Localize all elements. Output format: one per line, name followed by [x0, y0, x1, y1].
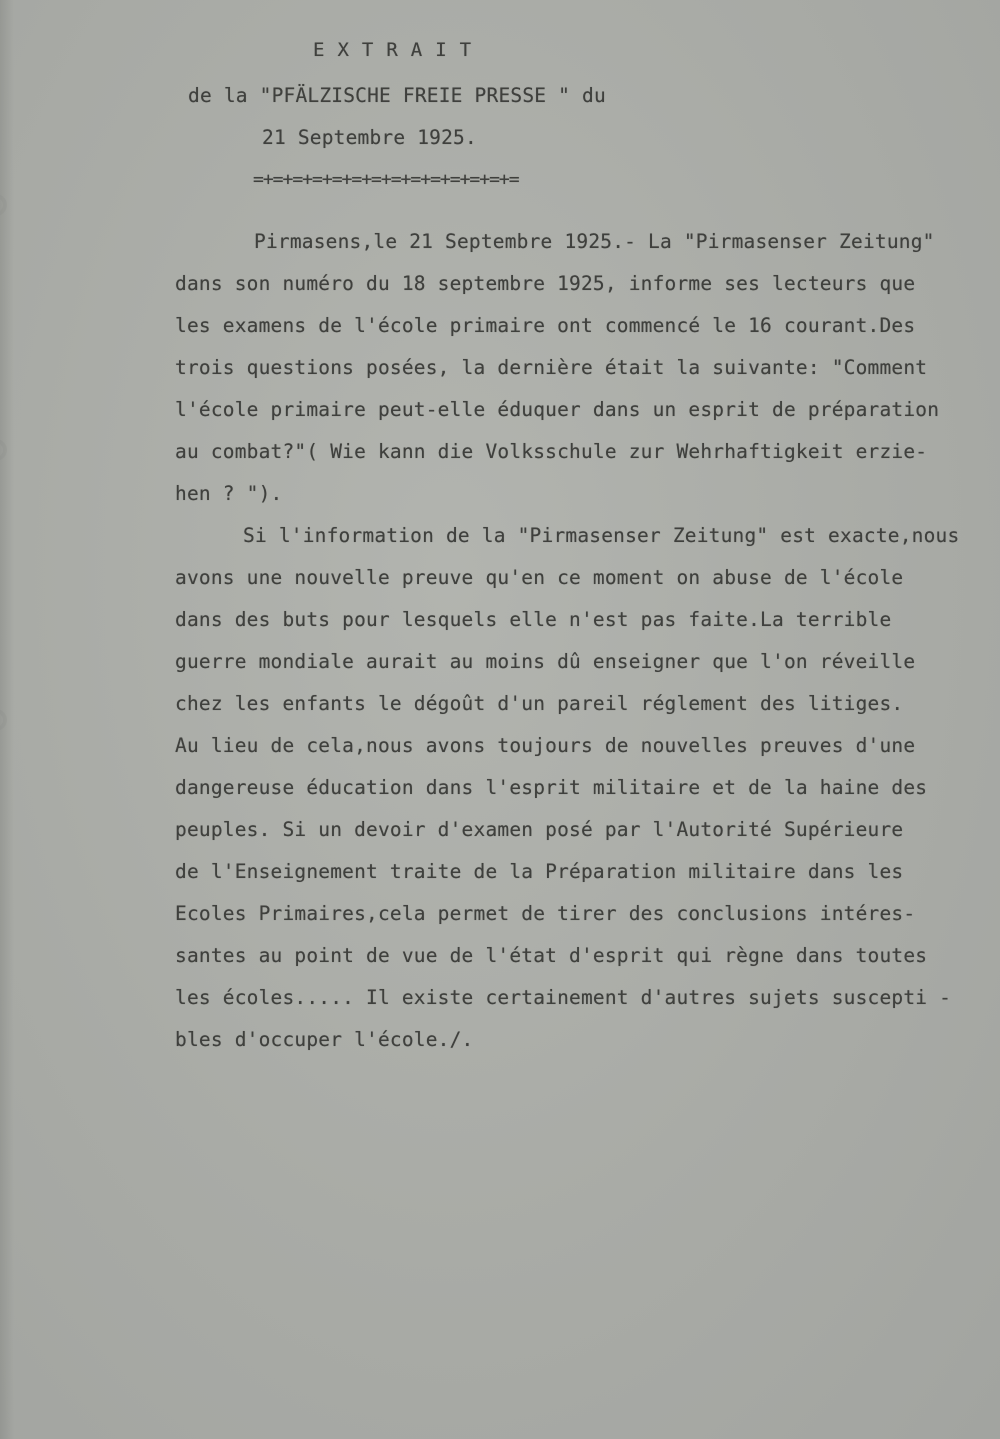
body-line: les examens de l'école primaire ont commencé le 16 courant.Des	[175, 314, 916, 337]
body-line: dangereuse éducation dans l'esprit militaire et de la haine des	[175, 776, 928, 799]
body-line: au combat?"( Wie kann die Volksschule zur Wehrhaftigkeit erzie-	[175, 440, 928, 463]
body-line: de l'Enseignement traite de la Préparation militaire dans les	[175, 860, 904, 883]
document-title: EXTRAIT	[313, 39, 485, 61]
body-line: les écoles..... Il existe certainement d'autres sujets suscepti -	[175, 986, 952, 1009]
document-date: 21 Septembre 1925.	[262, 126, 477, 149]
body-line: l'école primaire peut-elle éduquer dans un esprit de préparation	[175, 398, 940, 421]
body-line: santes au point de vue de l'état d'esprit qui règne dans toutes	[175, 944, 928, 967]
body-line: avons une nouvelle preuve qu'en ce moment on abuse de l'école	[175, 566, 904, 589]
body-line: trois questions posées, la dernière était la suivante: "Comment	[175, 356, 928, 379]
header-separator: =+=+=+=+=+=+=+=+=+=+=+=+=+=	[253, 169, 519, 190]
margin-watermark-graphic	[0, 30, 22, 1030]
body-line: guerre mondiale aurait au moins dû enseigner que l'on réveille	[175, 650, 916, 673]
body-line: dans son numéro du 18 septembre 1925, informe ses lecteurs que	[175, 272, 916, 295]
body-line: Si l'information de la "Pirmasenser Zeitung" est exacte,nous	[243, 524, 960, 547]
body-line: dans des buts pour lesquels elle n'est pas faite.La terrible	[175, 608, 892, 631]
body-line: bles d'occuper l'école./.	[175, 1028, 474, 1051]
body-line: chez les enfants le dégoût d'un pareil réglement des litiges.	[175, 692, 904, 715]
body-line: peuples. Si un devoir d'examen posé par l'Autorité Supérieure	[175, 818, 904, 841]
body-line: Pirmasens,le 21 Septembre 1925.- La "Pirmasenser Zeitung"	[254, 230, 935, 253]
document-subtitle: de la "PFÄLZISCHE FREIE PRESSE " du	[188, 84, 606, 107]
body-line: hen ? ").	[175, 482, 283, 505]
body-line: Au lieu de cela,nous avons toujours de nouvelles preuves d'une	[175, 734, 916, 757]
body-line: Ecoles Primaires,cela permet de tirer des conclusions intéres-	[175, 902, 916, 925]
